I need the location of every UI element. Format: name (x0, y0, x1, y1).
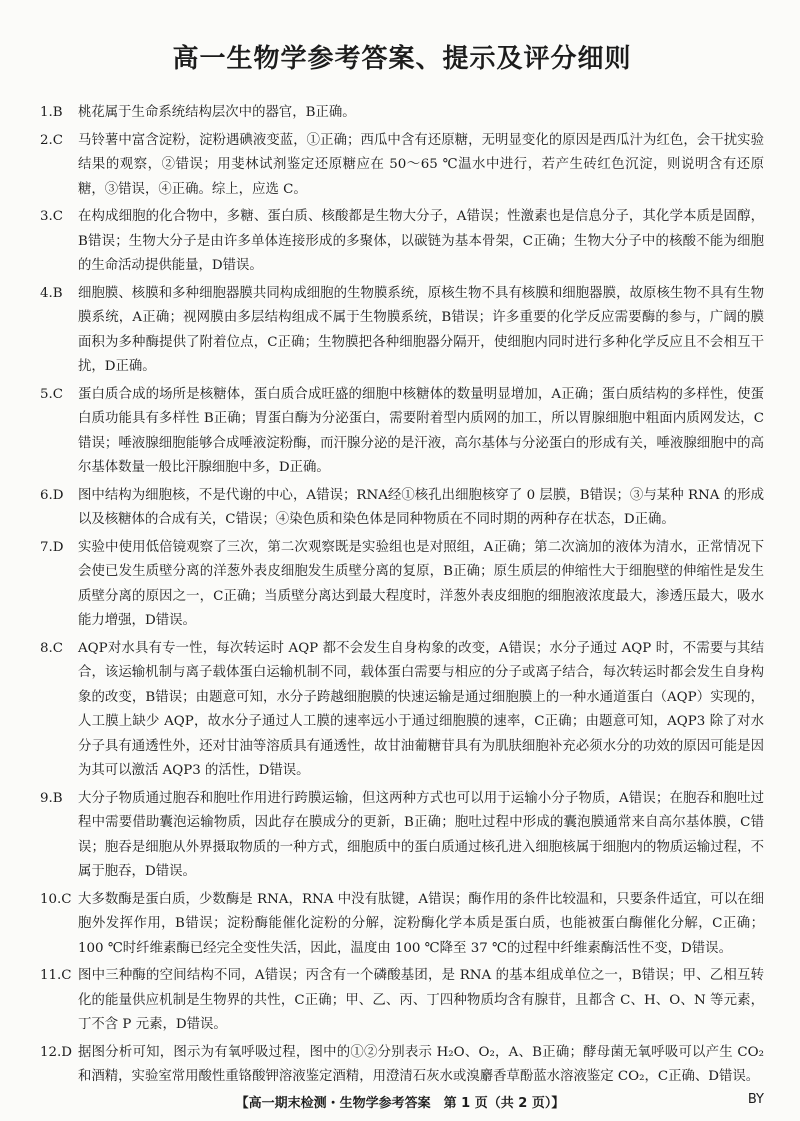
document-title: 高一生物学参考答案、提示及评分细则 (172, 44, 632, 74)
answer-item (40, 129, 764, 203)
answer-explanation: 马铃薯中富含淀粉，淀粉遇碘液变蓝，①正确；西瓜中含有还原糖，无明显变化的原因是西瓜汁为红色，会干扰实验结果的观察，②错误；用斐林试剂鉴定还原糖应在 50～65 ℃温水中进行，若产生砖红色沉淀，则说明含有还原糖，③错误，④正确。综上，应选 C。 (78, 132, 764, 197)
answer-number: 7.D (40, 539, 64, 555)
answer-explanation: 图中结构为细胞核，不是代谢的中心，A错误；RNA经①核孔出细胞核穿了 0 层膜，B错误；③与某种 RNA 的形成以及核糖体的合成有关，C错误；④染色质和染色体是同种物质在不同时期的两种存在状态，D正确。 (78, 487, 764, 527)
answer-item (40, 205, 764, 279)
answer-number: 2.C (40, 132, 64, 148)
answer-item (40, 1041, 764, 1090)
page-footer: 【高一期末检测・生物学参考答案 第 1 页（共 2 页）】 (235, 1096, 565, 1111)
answer-number: 6.D (40, 487, 64, 503)
answer-explanation: 大多数酶是蛋白质，少数酶是 RNA，RNA 中没有肽键，A错误；酶作用的条件比较温和，只要条件适宜，可以在细胞外发挥作用，B错误；淀粉酶能催化淀粉的分解，淀粉酶化学本质是蛋白质，也能被蛋白酶催化分解，C正确；100 ℃时纤维素酶已经完全变性失活，因此，温度由 100 ℃降至 37 ℃的过程中纤维素酶活性不变，D错误。 (78, 891, 764, 956)
answer-number: 8.C (40, 640, 64, 656)
answer-number: 9.B (40, 790, 63, 806)
answer-item (40, 637, 764, 784)
answer-explanation: 大分子物质通过胞吞和胞吐作用进行跨膜运输，但这两种方式也可以用于运输小分子物质，A错误；在胞吞和胞吐过程中需要借助囊泡运输物质，因此存在膜成分的更新，B正确；胞吐过程中形成的囊泡膜通常来自高尔基体膜，C错误；胞吞是细胞从外界摄取物质的一种方式，细胞质中的蛋白质通过核孔进入细胞核属于细胞内的物质运输过程，不属于胞吞，D错误。 (78, 790, 764, 879)
answer-number: 4.B (40, 285, 63, 301)
answer-item (40, 787, 764, 885)
answer-explanation: 实验中使用低倍镜观察了三次，第二次观察既是实验组也是对照组，A正确；第二次滴加的液体为清水，正常情况下会使已发生质壁分离的洋葱外表皮细胞发生质壁分离的复原，B正确；原生质层的伸缩性大于细胞壁的伸缩性是发生质壁分离的原因之一，C正确；当质壁分离达到最大程度时，洋葱外表皮细胞的细胞液浓度最大，渗透压最大，吸水能力增强，D错误。 (78, 539, 764, 628)
answer-item (40, 536, 764, 634)
answer-number: 10.C (40, 891, 72, 907)
answer-item (40, 383, 764, 481)
answer-item (40, 282, 764, 380)
answer-explanation: AQP对水具有专一性，每次转运时 AQP 都不会发生自身构象的改变，A错误；水分子通过 AQP 时，不需要与其结合，该运输机制与离子载体蛋白运输机制不同，载体蛋白需要与相应的分子或离子结合，每次转运时都会发生自身构象的改变，B错误；由题意可知，水分子跨越细胞膜的快速运输是通过细胞膜上的一种水通道蛋白（AQP）实现的，人工膜上缺少 AQP，故水分子通过人工膜的速率远小于通过细胞膜的速率，C正确；由题意可知，AQP3 除了对水分子具有通透性外，还对甘油等溶质具有通透性，故甘油葡糖苷具有为肌肤细胞补充必须水分的功效的原因可能是因为其可以激活 AQP3 的活性，D错误。 (78, 640, 764, 778)
answer-number: 3.C (40, 209, 64, 224)
answer-item (40, 964, 764, 1038)
answer-number: 5.C (40, 386, 64, 402)
answer-explanation: 桃花属于生命系统结构层次中的器官，B正确。 (78, 105, 356, 120)
answer-item (40, 888, 764, 962)
answer-number: 11.C (40, 968, 72, 983)
answer-explanation: 蛋白质合成的场所是核糖体，蛋白质合成旺盛的细胞中核糖体的数量明显增加，A正确；蛋白质结构的多样性，使蛋白质功能具有多样性 B正确；胃蛋白酶为分泌蛋白，需要附着型内质网的加工，所以胃腺细胞中粗面内质网发达，C错误；唾液腺细胞能够合成唾液淀粉酶，而汗腺分泌的是汗液，高尔基体与分泌蛋白的形成有关，唾液腺细胞中的高尔基体数量一般比汗腺细胞中多，D正确。 (78, 386, 764, 475)
answer-item (40, 484, 764, 533)
answer-item (40, 101, 764, 126)
answer-list (40, 101, 764, 1090)
answer-explanation: 细胞膜、核膜和多种细胞器膜共同构成细胞的生物膜系统，原核生物不具有核膜和细胞器膜，故原核生物不具有生物膜系统，A正确；视网膜由多层结构组成不属于生物膜系统，B错误；许多重要的化学反应需要酶的参与，广阔的膜面积为多种酶提供了附着位点，C正确；生物膜把各种细胞器分隔开，使细胞内同时进行多种化学反应且不会相互干扰，D正确。 (78, 285, 764, 374)
answer-number: 1.B (40, 105, 63, 120)
answer-explanation: 图中三种酶的空间结构不同，A错误；丙含有一个磷酸基团，是 RNA 的基本组成单位之一，B错误；甲、乙相互转化的能量供应机制是生物界的共性，C正确；甲、乙、丙、丁四种物质均含有腺苷，且都含 C、H、O、N 等元素，丁不含 P 元素，D错误。 (78, 968, 764, 1032)
answer-explanation: 在构成细胞的化合物中，多糖、蛋白质、核酸都是生物大分子，A错误；性激素也是信息分子，其化学本质是固醇，B错误；生物大分子是由许多单体连接形成的多聚体，以碳链为基本骨架，C正确；生物大分子中的核酸不能为细胞的生命活动提供能量，D错误。 (78, 209, 764, 273)
version-code: BY (747, 1092, 764, 1107)
answer-number: 12.D (40, 1044, 73, 1060)
answer-explanation: 据图分析可知，图示为有氧呼吸过程，图中的①②分别表示 H₂O、O₂，A、B正确；酵母菌无氧呼吸可以产生 CO₂ 和酒精，实验室常用酸性重铬酸钾溶液鉴定酒精，用澄清石灰水或溴麝香草酚蓝水溶液鉴定 CO₂，C正确、D错误。 (78, 1044, 764, 1084)
